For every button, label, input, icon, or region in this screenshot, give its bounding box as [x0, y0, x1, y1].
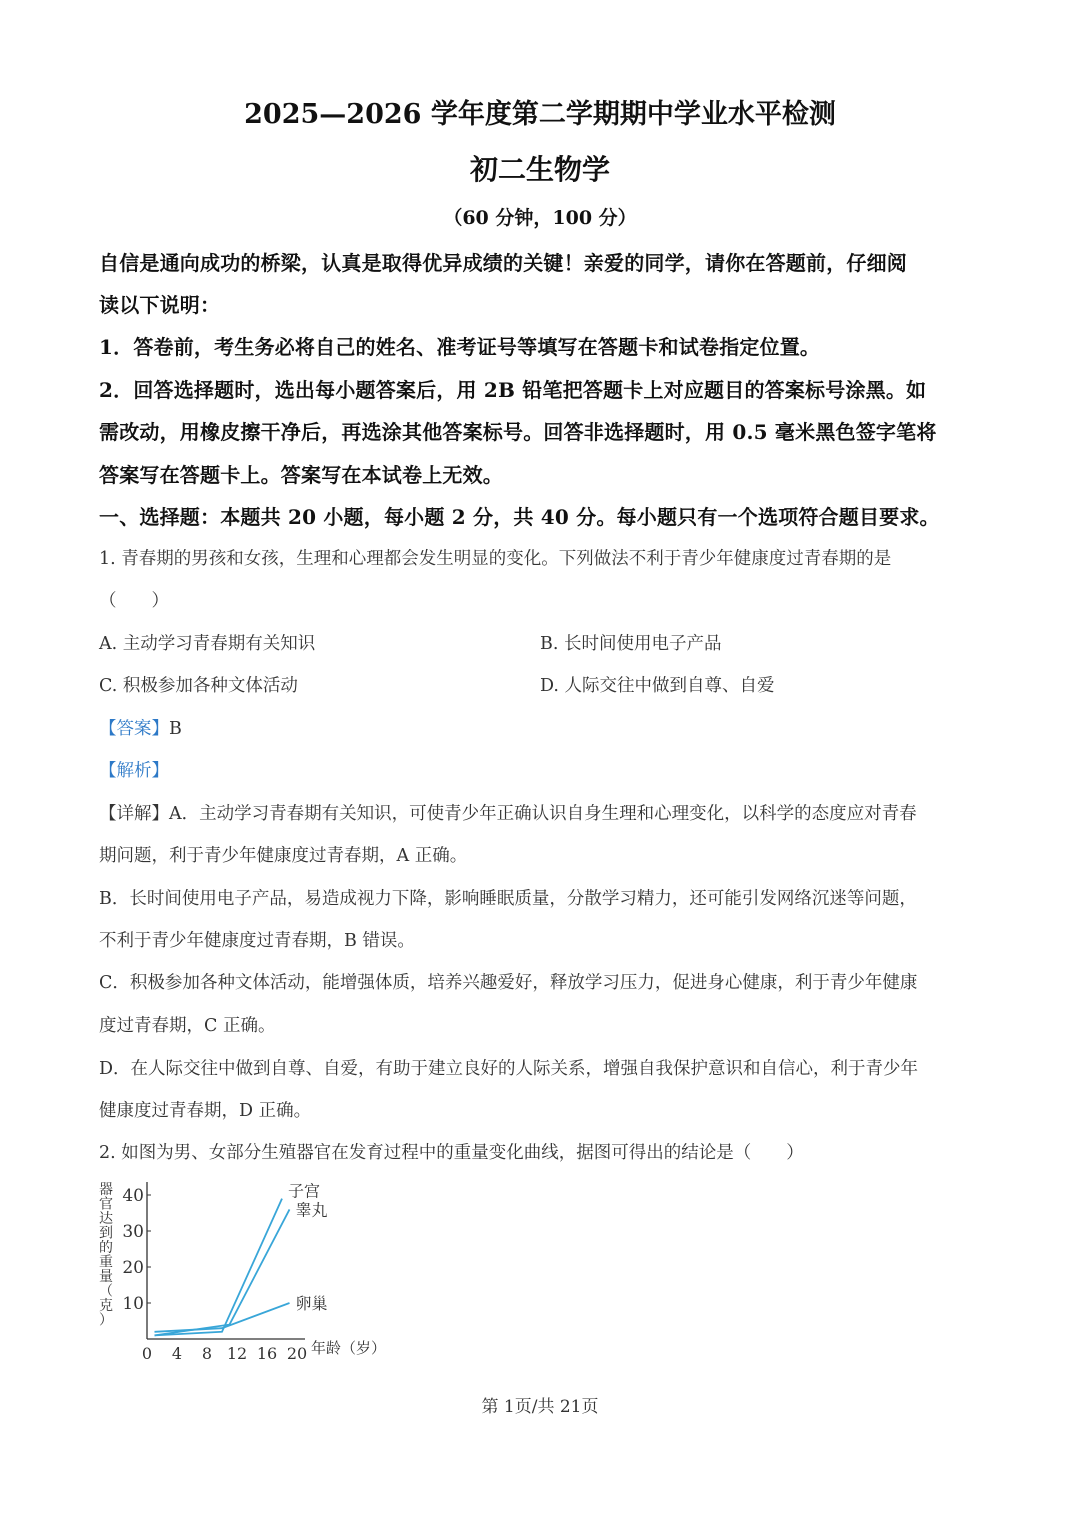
question-1-stem: 1. 青春期的男孩和女孩，生理和心理都会发生明显的变化。下列做法不利于青少年健康度过青春期的是: [99, 549, 892, 569]
y-axis-label: [99, 1182, 113, 1329]
detail-b-line-2: 不利于青少年健康度过青春期，B 错误。: [99, 931, 415, 951]
y-axis-label-char: 达: [99, 1211, 113, 1227]
y-tick-label: 20: [122, 1258, 144, 1278]
detail-d-line-2: 健康度过青春期，D 正确。: [99, 1101, 312, 1121]
y-axis-label-char: 的: [99, 1240, 113, 1256]
detail-c-line-1: C．积极参加各种文体活动，能增强体质，培养兴趣爱好，释放学习压力，促进身心健康，利于青少年健康: [99, 973, 918, 993]
y-axis-label-char: 器: [99, 1182, 113, 1198]
detail-a-line-2: 期问题，利于青少年健康度过青春期，A 正确。: [99, 846, 468, 866]
x-axis-label: 年龄（岁）: [311, 1339, 387, 1357]
x-axis-ticks: [142, 1344, 307, 1363]
y-axis-label-char: 到: [99, 1225, 113, 1242]
option-c: C. 积极参加各种文体活动: [99, 676, 298, 696]
instruction-item-2-line-1: 2．回答选择题时，选出每小题答案后，用 2B 铅笔把答题卡上对应题目的答案标号涂黑。如: [99, 378, 927, 402]
x-tick-label: 0: [141, 1344, 153, 1363]
series-lines: [155, 1199, 290, 1336]
detail-label: 【详解】: [99, 804, 169, 824]
page-footer: 第 1页/共 21页: [481, 1397, 599, 1417]
exam-duration: （60 分钟，100 分）: [443, 207, 637, 229]
y-axis-label-char: 克: [99, 1298, 113, 1314]
detail-a-line-1: [99, 800, 989, 825]
instruction-item-2-line-3: 答案写在答题卡上。答案写在本试卷上无效。: [99, 463, 503, 487]
option-b: B. 长时间使用电子产品: [540, 634, 722, 654]
section-heading: 一、选择题：本题共 20 小题，每小题 2 分，共 40 分。每小题只有一个选项符合题目要求。: [99, 505, 940, 529]
y-tick-label: 30: [122, 1222, 144, 1242]
detail-a-text: A．主动学习青春期有关知识，可使青少年正确认识自身生理和心理变化，以科学的态度应对青春: [169, 804, 917, 824]
subject-title: 初二生物学: [469, 153, 610, 186]
y-axis-label-char: 重: [99, 1254, 113, 1271]
exam-title: 2025—2026 学年度第二学期期中学业水平检测: [244, 99, 836, 130]
series-line: [155, 1303, 290, 1332]
option-d: D. 人际交往中做到自尊、自爱: [540, 676, 775, 696]
series-labels: [288, 1182, 328, 1313]
series-label: 睾丸: [295, 1200, 328, 1220]
y-tick-label: 40: [122, 1186, 144, 1206]
x-tick-label: 20: [286, 1344, 308, 1363]
y-axis-label-char: ）: [99, 1312, 113, 1329]
detail-b-line-1: B．长时间使用电子产品，易造成视力下降，影响睡眠质量，分散学习精力，还可能引发网络沉迷等问题，: [99, 889, 917, 909]
detail-d-line-1: D．在人际交往中做到自尊、自爱，有助于建立良好的人际关系，增强自我保护意识和自信心，利于青少年: [99, 1059, 919, 1079]
y-axis-label-char: （: [99, 1283, 113, 1300]
organ-weight-chart: [95, 1180, 405, 1365]
series-label: 子宫: [288, 1181, 321, 1201]
series-label: 卵巢: [295, 1294, 328, 1313]
y-tick-label: 10: [122, 1294, 144, 1314]
answer-value: B: [169, 719, 182, 739]
question-2-stem: 2. 如图为男、女部分生殖器官在发育过程中的重量变化曲线，据图可得出的结论是（ ）: [99, 1143, 804, 1163]
option-a: A. 主动学习青春期有关知识: [99, 634, 316, 654]
x-tick-label: 16: [256, 1344, 278, 1363]
intro-line-2: 读以下说明：: [99, 293, 221, 317]
x-tick-label: 12: [226, 1344, 248, 1363]
y-axis-label-char: 量: [99, 1269, 113, 1285]
instruction-item-2-line-2: 需改动，用橡皮擦干净后，再选涂其他答案标号。回答非选择题时，用 0.5 毫米黑色签字笔将: [99, 420, 937, 444]
intro-line-1: 自信是通向成功的桥梁，认真是取得优异成绩的关键！亲爱的同学，请你在答题前，仔细阅: [99, 251, 907, 275]
question-1-blank: （ ）: [99, 591, 169, 611]
detail-c-line-2: 度过青春期，C 正确。: [99, 1016, 276, 1036]
answer-line: [99, 715, 989, 740]
answer-label: 【答案】: [99, 719, 169, 739]
analysis-label: 【解析】: [99, 761, 169, 781]
instruction-item-1: 1．答卷前，考生务必将自己的姓名、准考证号等填写在答题卡和试卷指定位置。: [99, 335, 821, 359]
y-axis-label-char: 官: [99, 1196, 113, 1213]
x-tick-label: 4: [171, 1344, 183, 1363]
x-tick-label: 8: [201, 1344, 213, 1363]
series-line: [155, 1199, 283, 1336]
